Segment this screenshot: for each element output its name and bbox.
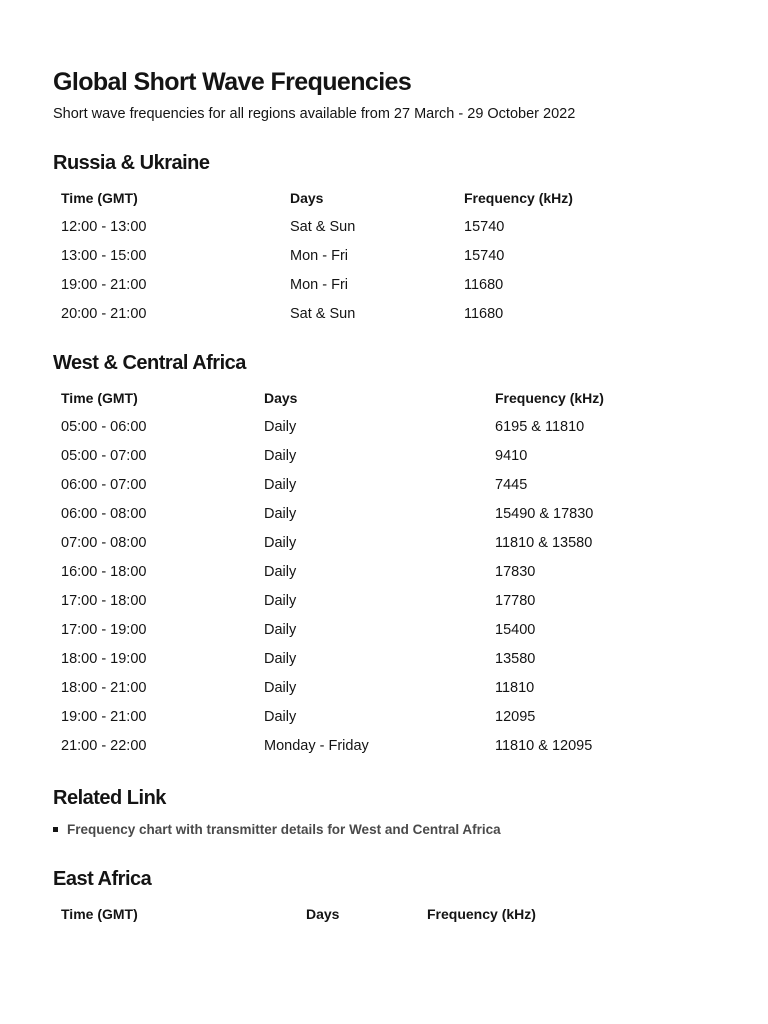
cell-frequency: 6195 & 11810	[495, 418, 585, 435]
cell-time: 06:00 - 08:00	[61, 505, 147, 522]
table-row	[53, 299, 616, 328]
table-row	[53, 470, 647, 499]
cell-time: 18:00 - 21:00	[61, 679, 147, 696]
section-east-africa	[53, 865, 733, 928]
section-heading-russia-ukraine: Russia & Ukraine	[53, 152, 210, 174]
table-row	[53, 673, 647, 702]
cell-time: 18:00 - 19:00	[61, 650, 147, 667]
cell-days: Monday - Friday	[264, 737, 369, 754]
table-row	[53, 586, 647, 615]
table-header-row	[53, 183, 616, 212]
page-subtitle: Short wave frequencies for all regions available from 27 March - 29 October 2022	[53, 106, 576, 122]
table-row	[53, 441, 647, 470]
cell-days: Daily	[264, 447, 297, 464]
table-row	[53, 615, 647, 644]
column-header-days: Days	[264, 389, 298, 406]
cell-time: 05:00 - 07:00	[61, 447, 147, 464]
cell-frequency: 11680	[464, 276, 504, 293]
cell-frequency: 11680	[464, 305, 504, 322]
column-header-days: Days	[306, 905, 340, 922]
cell-frequency: 11810	[495, 679, 535, 696]
cell-time: 17:00 - 19:00	[61, 621, 147, 638]
square-bullet-icon	[53, 827, 58, 832]
column-header-frequency: Frequency (kHz)	[427, 905, 536, 922]
section-related-link	[53, 784, 733, 840]
cell-days: Daily	[264, 708, 297, 725]
table-row	[53, 212, 616, 241]
cell-frequency: 11810 & 13580	[495, 534, 593, 551]
cell-frequency: 12095	[495, 708, 536, 725]
table-header-row	[53, 383, 647, 412]
column-header-frequency: Frequency (kHz)	[495, 389, 604, 406]
table-row	[53, 557, 647, 586]
section-heading-related-link: Related Link	[53, 787, 166, 809]
frequency-table-west-central-africa	[53, 383, 647, 760]
page-title: Global Short Wave Frequencies	[53, 68, 412, 96]
section-west-central-africa	[53, 349, 733, 760]
cell-days: Sat & Sun	[290, 218, 356, 235]
cell-time: 05:00 - 06:00	[61, 418, 147, 435]
cell-time: 16:00 - 18:00	[61, 563, 147, 580]
related-links-list	[53, 820, 733, 840]
cell-time: 19:00 - 21:00	[61, 276, 147, 293]
section-heading-east-africa: East Africa	[53, 868, 152, 890]
cell-days: Mon - Fri	[290, 247, 348, 264]
cell-frequency: 11810 & 12095	[495, 737, 593, 754]
table-body	[53, 412, 647, 760]
column-header-days: Days	[290, 189, 324, 206]
cell-time: 20:00 - 21:00	[61, 305, 147, 322]
cell-time: 17:00 - 18:00	[61, 592, 147, 609]
cell-time: 06:00 - 07:00	[61, 476, 147, 493]
table-row	[53, 528, 647, 557]
frequency-table-russia-ukraine	[53, 183, 616, 328]
table-row	[53, 412, 647, 441]
section-heading-west-central-africa: West & Central Africa	[53, 352, 246, 374]
table-header-row	[53, 899, 579, 928]
cell-days: Daily	[264, 418, 297, 435]
related-link-item	[53, 820, 733, 840]
table-row	[53, 644, 647, 673]
cell-days: Daily	[264, 650, 297, 667]
cell-days: Daily	[264, 621, 297, 638]
related-link-frequency-chart[interactable]: Frequency chart with transmitter details for West and Central Africa	[67, 822, 501, 837]
cell-frequency: 13580	[495, 650, 536, 667]
table-row	[53, 241, 616, 270]
column-header-time: Time (GMT)	[61, 905, 138, 922]
column-header-time: Time (GMT)	[61, 389, 138, 406]
cell-frequency: 15740	[464, 247, 505, 264]
cell-days: Sat & Sun	[290, 305, 356, 322]
cell-frequency: 15740	[464, 218, 505, 235]
cell-days: Daily	[264, 563, 297, 580]
section-russia-ukraine	[53, 149, 733, 328]
table-row	[53, 731, 647, 760]
cell-frequency: 17830	[495, 563, 536, 580]
cell-time: 21:00 - 22:00	[61, 737, 147, 754]
column-header-frequency: Frequency (kHz)	[464, 189, 573, 206]
column-header-time: Time (GMT)	[61, 189, 138, 206]
cell-days: Daily	[264, 534, 297, 551]
cell-time: 19:00 - 21:00	[61, 708, 147, 725]
cell-time: 07:00 - 08:00	[61, 534, 147, 551]
cell-frequency: 15490 & 17830	[495, 505, 594, 522]
table-body	[53, 212, 616, 328]
table-row	[53, 499, 647, 528]
cell-frequency: 7445	[495, 476, 528, 493]
table-row	[53, 270, 616, 299]
cell-days: Daily	[264, 679, 297, 696]
cell-time: 13:00 - 15:00	[61, 247, 147, 264]
page-content	[53, 66, 733, 928]
cell-frequency: 17780	[495, 592, 536, 609]
cell-days: Daily	[264, 505, 297, 522]
cell-days: Mon - Fri	[290, 276, 348, 293]
table-row	[53, 702, 647, 731]
cell-time: 12:00 - 13:00	[61, 218, 147, 235]
cell-frequency: 15400	[495, 621, 536, 638]
cell-days: Daily	[264, 476, 297, 493]
cell-days: Daily	[264, 592, 297, 609]
frequency-table-east-africa	[53, 899, 579, 928]
cell-frequency: 9410	[495, 447, 528, 464]
